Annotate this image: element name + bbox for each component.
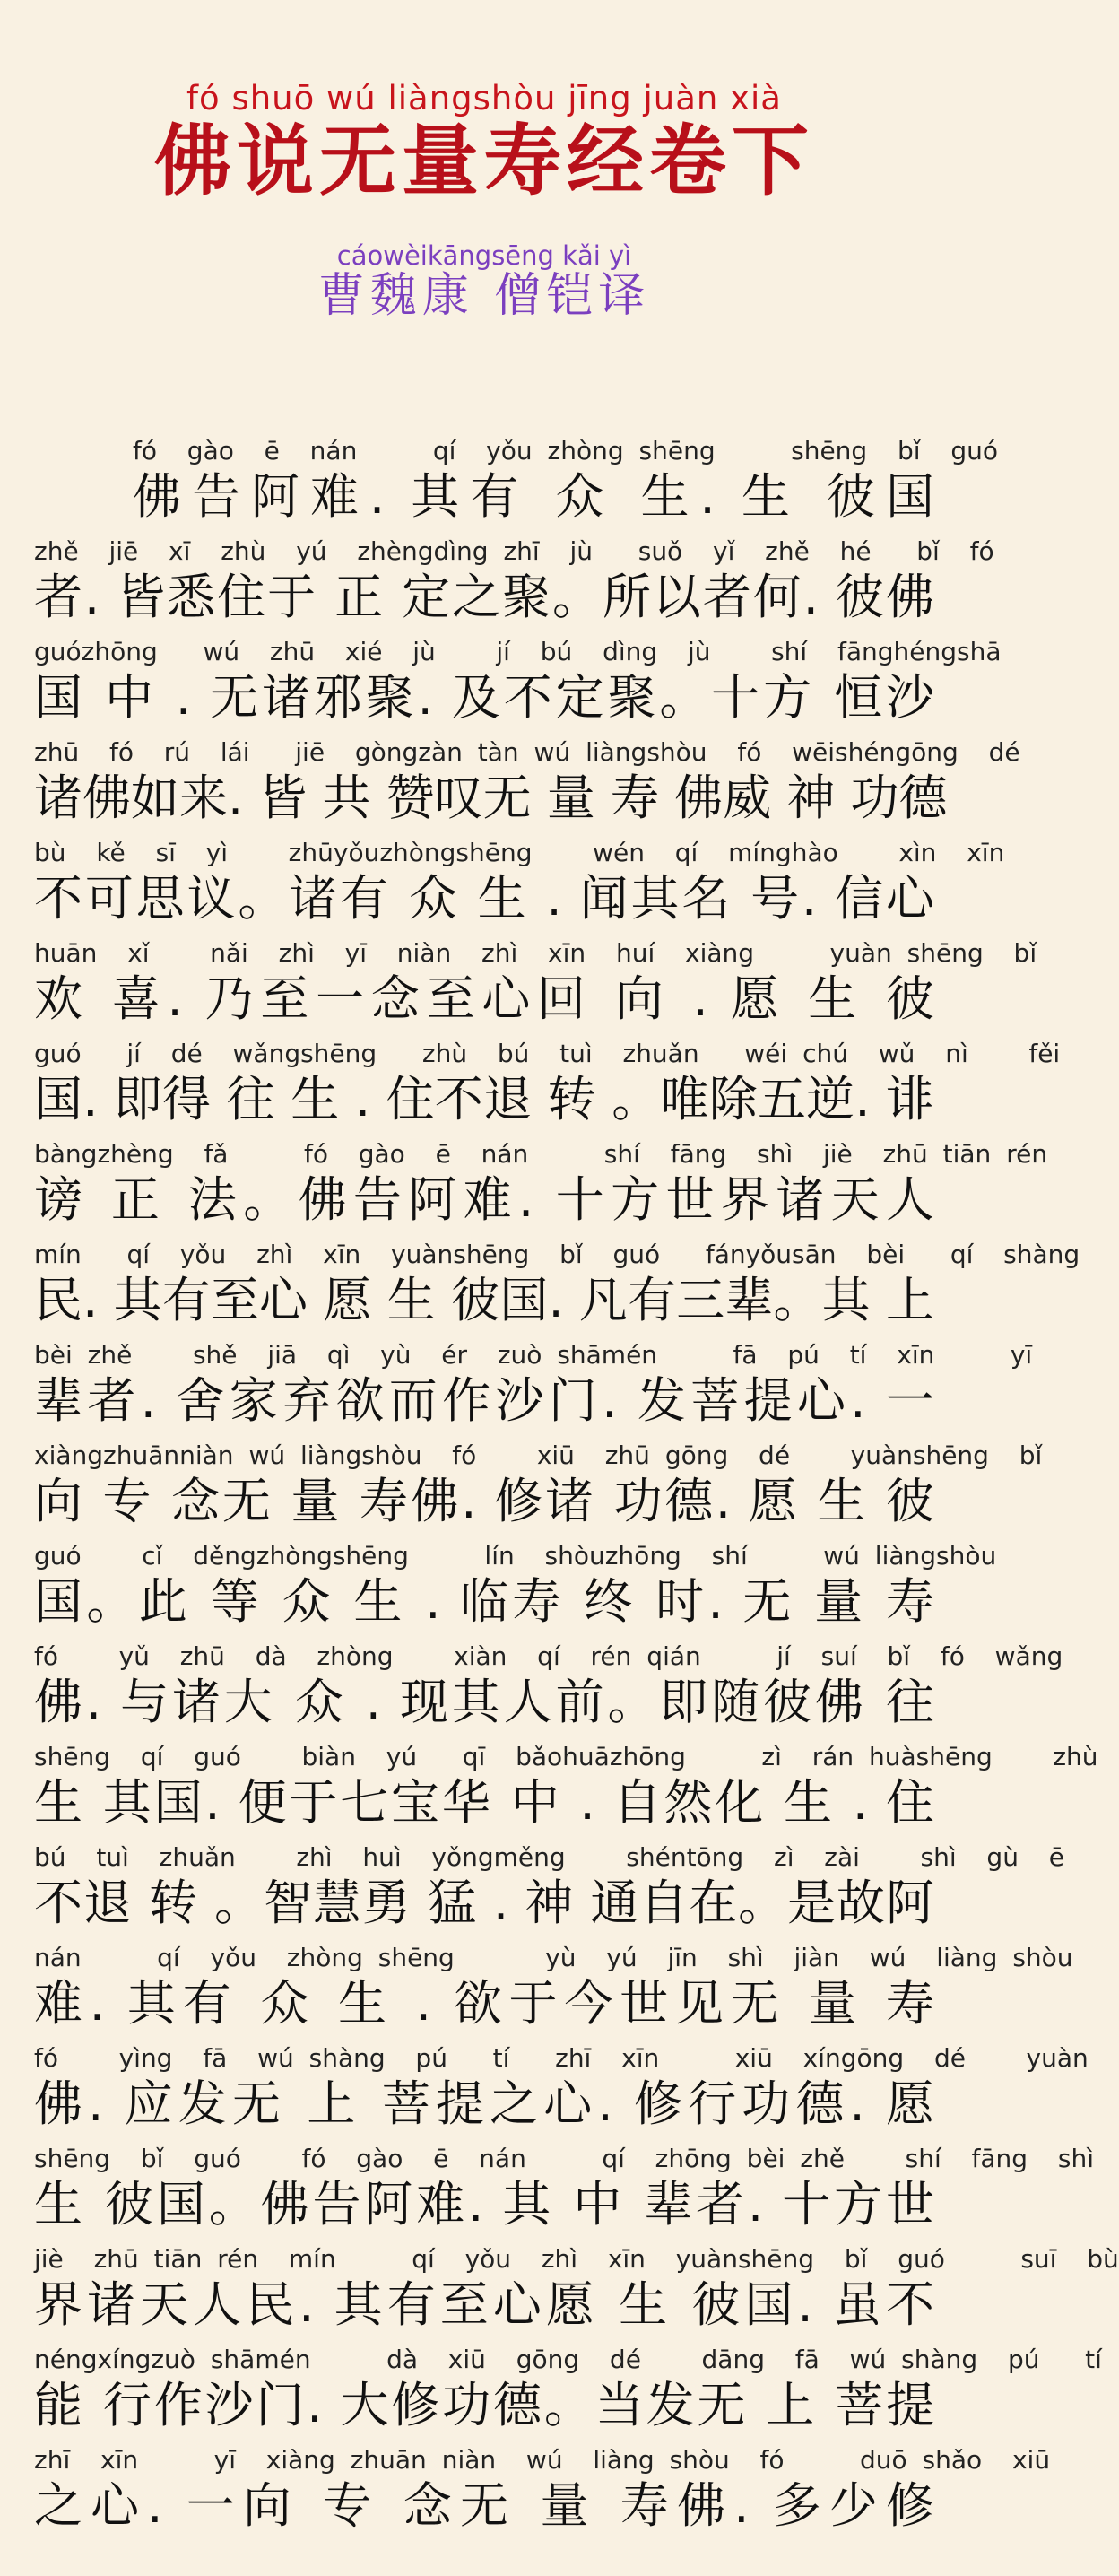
hanzi-line: 欢 喜. 乃至一念至心回 向 . 愿 生 彼 — [34, 970, 934, 1027]
pinyin-line: shēng qí guó biàn yú qī bǎohuāzhōng zì rán huàshēng zhù — [34, 1742, 1098, 1771]
pinyin-line: bàngzhèng fǎ fó gào ē nán shí fāng shì jiè zhū tiān rén — [34, 1139, 1048, 1169]
pinyin-line: néngxíngzuò shāmén dà xiū gōng dé dāng fā wú shàng pú tí — [34, 2345, 1102, 2374]
hanzi-line: 国。此 等 众 生 . 临寿 终 时. 无 量 寿 — [34, 1573, 934, 1630]
text-line — [34, 938, 1037, 1039]
pinyin-line: huān xǐ nǎi zhì yī niàn zhì xīn huí xiàng yuàn shēng bǐ — [34, 938, 1037, 968]
pinyin-line: nán qí yǒu zhòng shēng yù yú jīn shì jiàn wú liàng shòu — [34, 1943, 1073, 1972]
text-line — [34, 737, 1020, 838]
hanzi-line: 佛告阿难. 其有 众 生. 生 彼国 — [133, 468, 934, 525]
pinyin-line: mín qí yǒu zhì xīn yuànshēng bǐ guó fányǒusān bèi qí shàng — [34, 1240, 1080, 1269]
text-line — [34, 1340, 1033, 1440]
hanzi-line: 之心. 一向 专 念无 量 寿佛. 多少修 — [34, 2477, 934, 2534]
text-line — [34, 1440, 1043, 1541]
hanzi-line: 生 其国. 便于七宝华 中 . 自然化 生 . 住 — [34, 1774, 934, 1831]
pinyin-line: bù kě sī yì zhūyǒuzhòngshēng wén qí mínghào xìn xīn — [34, 838, 1005, 867]
text-line — [34, 1139, 1048, 1240]
pinyin-line: fó yìng fā wú shàng pú tí zhī xīn xiū xíngōng dé yuàn — [34, 2043, 1089, 2073]
text-line — [34, 1541, 997, 1641]
hanzi-line: 诸佛如来. 皆 共 赞叹无 量 寿 佛威 神 功德 — [34, 770, 948, 826]
hanzi-line: 佛. 与诸大 众 . 现其人前。即随彼佛 往 — [34, 1674, 934, 1730]
hanzi-line: 辈者. 舍家弃欲而作沙门. 发菩提心. 一 — [34, 1372, 934, 1429]
hanzi-line: 难. 其有 众 生 . 欲于今世见无 量 寿 — [34, 1975, 934, 2032]
pinyin-line: zhū fó rú lái jiē gòngzàn tàn wú liàngshòu fó wēishéngōng dé — [34, 737, 1020, 767]
hanzi-line: 能 行作沙门. 大修功德。当发无 上 菩提 — [34, 2377, 934, 2433]
text-line — [34, 436, 998, 536]
hanzi-line: 向 专 念无 量 寿佛. 修诸 功德. 愿 生 彼 — [34, 1473, 934, 1529]
hanzi-line: 不可思议。诸有 众 生 . 闻其名 号. 信心 — [34, 870, 934, 927]
pinyin-line: xiàngzhuānniàn wú liàngshòu fó xiū zhū gōng dé yuànshēng bǐ — [34, 1440, 1043, 1470]
scripture-body — [34, 436, 1119, 2546]
pinyin-line: guó jí dé wǎngshēng zhù bú tuì zhuǎn wéi chú wǔ nì fěi — [34, 1039, 1061, 1068]
hanzi-line: 民. 其有至心 愿 生 彼国. 凡有三辈。其 上 — [34, 1272, 934, 1328]
text-line — [34, 1240, 1080, 1340]
text-line — [34, 2445, 1051, 2546]
hanzi-line: 国 中 . 无诸邪聚. 及不定聚。十方 恒沙 — [34, 669, 934, 726]
text-line — [34, 1742, 1098, 1842]
hanzi-line: 佛. 应发无 上 菩提之心. 修行功德. 愿 — [34, 2076, 934, 2132]
title-pinyin: fó shuō wú liàngshòu jīng juàn xià — [186, 79, 782, 117]
text-line — [34, 2144, 1094, 2244]
text-line — [34, 2043, 1089, 2144]
text-line — [34, 637, 1002, 737]
pinyin-line: fó gào ē nán qí yǒu zhòng shēng shēng bǐ guó — [133, 436, 998, 466]
text-line — [34, 1039, 1061, 1139]
hanzi-line: 生 彼国。佛告阿难. 其 中 辈者. 十方世 — [34, 2176, 934, 2232]
author-credit: 曹魏康 僧铠译 — [317, 269, 651, 323]
hanzi-line: 者. 皆悉住于 正 定之聚。所以者何. 彼佛 — [34, 569, 934, 625]
pinyin-line: shēng bǐ guó fó gào ē nán qí zhōng bèi zhě shí fāng shì — [34, 2144, 1094, 2173]
text-line — [34, 2244, 1119, 2345]
pinyin-line: jiè zhū tiān rén mín qí yǒu zhì xīn yuànshēng bǐ guó suī bù — [34, 2244, 1119, 2274]
pinyin-line: bú tuì zhuǎn zhì huì yǒngměng shéntōng zì zài shì gù ē — [34, 1842, 1064, 1872]
text-line — [34, 1842, 1064, 1943]
pinyin-line: guó cǐ děngzhòngshēng lín shòuzhōng shí wú liàngshòu — [34, 1541, 997, 1571]
text-line — [34, 536, 994, 637]
text-line — [34, 1943, 1073, 2043]
hanzi-line: 界诸天人民. 其有至心愿 生 彼国. 虽不 — [34, 2276, 934, 2333]
text-line — [34, 838, 1005, 938]
hanzi-line: 国. 即得 往 生 . 住不退 转 。唯除五逆. 诽 — [34, 1071, 934, 1127]
hanzi-line: 不退 转 。智慧勇 猛 . 神 通自在。是故阿 — [34, 1875, 934, 1931]
hanzi-line: 谤 正 法。佛告阿难. 十方世界诸天人 — [34, 1171, 934, 1228]
pinyin-line: fó yǔ zhū dà zhòng xiàn qí rén qián jí suí bǐ fó wǎng — [34, 1641, 1063, 1671]
page-title: 佛说无量寿经卷下 — [154, 116, 814, 206]
text-line — [34, 1641, 1063, 1742]
author-pinyin: cáowèikāngsēng kǎi yì — [336, 240, 632, 271]
pinyin-line: bèi zhě shě jiā qì yù ér zuò shāmén fā pú tí xīn yī — [34, 1340, 1033, 1370]
pinyin-line: zhī xīn yī xiàng zhuān niàn wú liàng shòu fó duō shǎo xiū — [34, 2445, 1051, 2475]
text-line — [34, 2345, 1102, 2445]
pinyin-line: guózhōng wú zhū xié jù jí bú dìng jù shí fānghéngshā — [34, 637, 1002, 666]
pinyin-line: zhě jiē xī zhù yú zhèngdìng zhī jù suǒ yǐ zhě hé bǐ fó — [34, 536, 994, 566]
